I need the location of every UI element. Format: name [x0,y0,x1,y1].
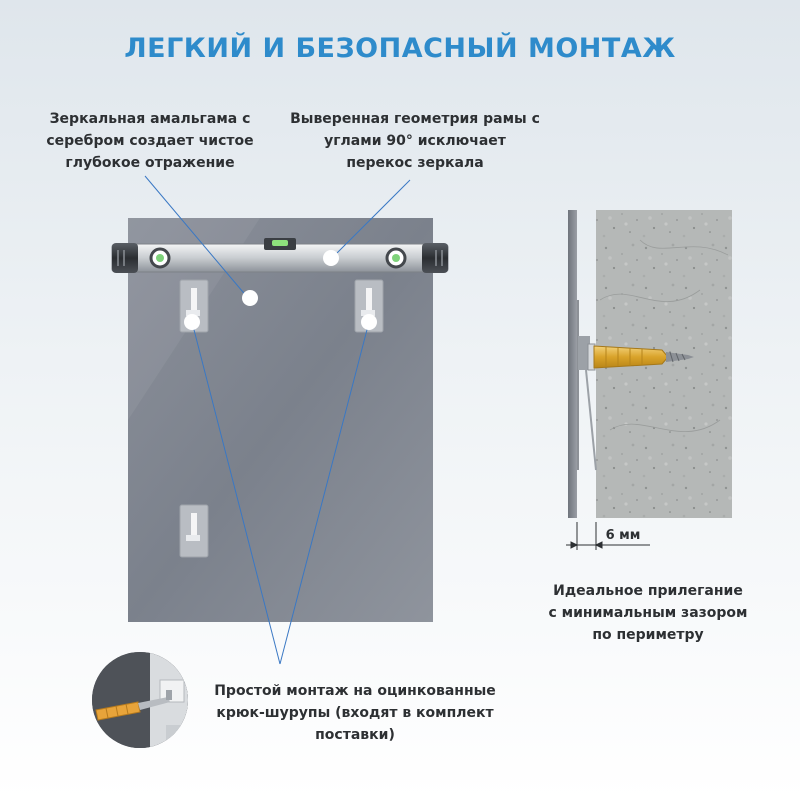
gap-dimension-label: 6 мм [605,528,641,543]
callout-geometry: Выверенная геометрия рамы с углами 90° исключает перекос зеркала [290,111,540,171]
callout-mounting: Простой монтаж на оцинкованные крюк-шурупы (входят в комплект поставки) [214,683,496,743]
callout-amalgam: Зеркальная амальгама с серебром создает чистое глубокое отражение [46,111,254,171]
page-title: ЛЕГКИЙ И БЕЗОПАСНЫЙ МОНТАЖ [124,33,676,64]
hook-bracket-icon [180,505,208,557]
mirror-panel [128,218,433,622]
hook-screw-detail [92,652,188,748]
callout-fit: Идеальное прилегание с минимальным зазором по периметру [548,583,748,643]
